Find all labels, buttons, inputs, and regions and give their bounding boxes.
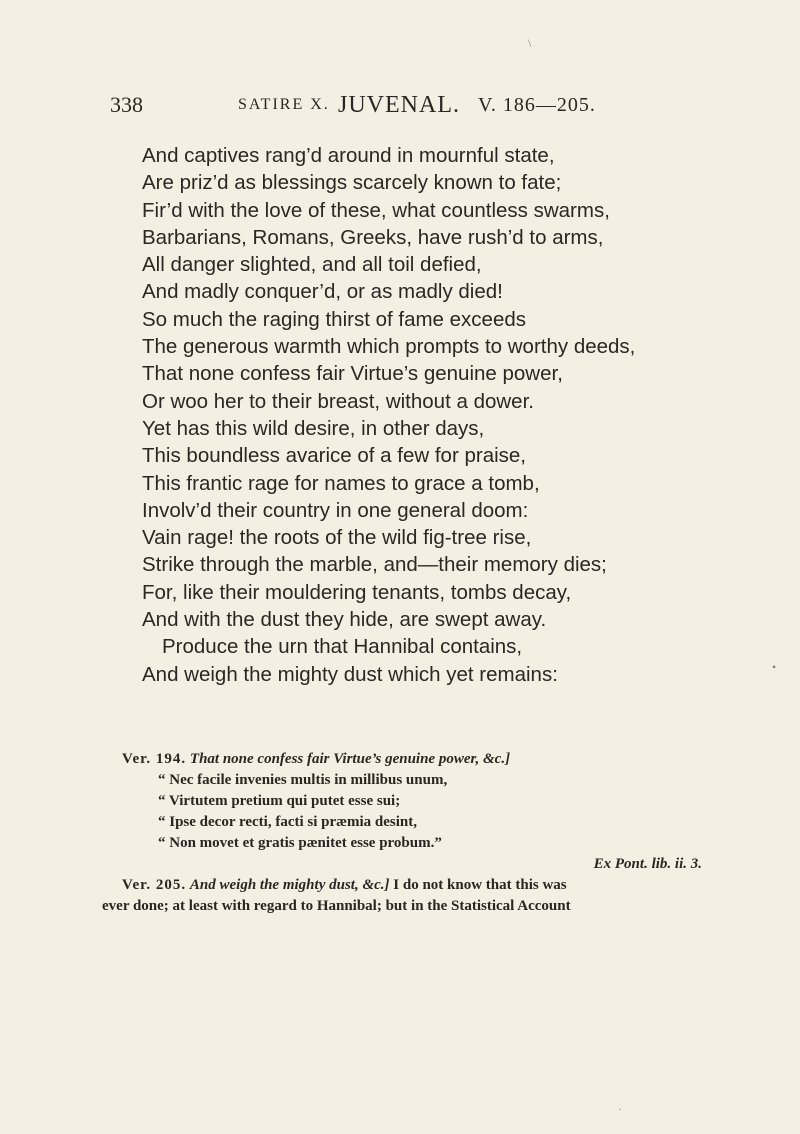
quote-line: “ Ipse decor recti, facti si præmia desint, [158,814,417,830]
poem-line: Strike through the marble, and—their memory dies; [142,553,607,577]
poem-line: The generous warmth which prompts to worthy deeds, [142,335,636,359]
quote-line: “ Non movet et gratis pænitet esse probum.” [158,835,442,851]
note-label: Ver. 194. [122,751,187,767]
quote-line: “ Virtutem pretium qui putet esse sui; [158,793,401,809]
note-text: I do not know that this was [389,877,567,893]
running-header [110,92,710,122]
poem-line: And madly conquer’d, or as madly died! [142,280,503,304]
poem-line: This frantic rage for names to grace a tomb, [142,471,540,495]
footnotes [102,749,722,917]
poem-line: Yet has this wild desire, in other days, [142,416,485,440]
poem-line: This boundless avarice of a few for praise, [142,444,526,468]
poem-line: All danger slighted, and all toil defied, [142,253,482,277]
poem-line: Barbarians, Romans, Greeks, have rush’d to arms, [142,225,604,249]
note-label: Ver. 205. [122,877,187,893]
poem-line: Vain rage! the roots of the wild fig-tree rise, [142,526,532,550]
poem-text [142,142,742,688]
poem-line: For, like their mouldering tenants, tombs decay, [142,580,572,604]
poem-line: Fir’d with the love of these, what countless swarms, [142,198,610,222]
paper-speck: • [772,660,777,674]
poem-line: Are priz’d as blessings scarcely known to fate; [142,171,562,195]
note-194 [122,749,722,770]
poem-line: So much the raging thirst of fame exceeds [142,307,527,331]
poem-line: And with the dust they hide, are swept away. [142,608,547,632]
satire-label: SATIRE X. [238,96,330,113]
note-lemma: And weigh the mighty dust, &c.] [189,877,390,893]
verse-range: V. 186—205. [478,94,596,116]
poem-line: And weigh the mighty dust which yet remains: [142,662,558,686]
note-continuation: ever done; at least with regard to Hannibal; but in the Statistical Account [102,898,571,914]
poem-line: Or woo her to their breast, without a dower. [142,389,534,413]
note-205 [122,875,722,896]
page-number: 338 [110,92,143,117]
paper-speck: \ [528,36,532,50]
poem-line: And captives rang’d around in mournful state, [142,144,555,167]
poem-line: That none confess fair Virtue’s genuine power, [142,362,563,386]
poem-line: Involv’d their country in one general doom: [142,498,529,522]
author-name: JUVENAL. [338,92,460,118]
note-lemma: That none confess fair Virtue’s genuine power, &c.] [189,751,511,767]
quote-reference: Ex Pont. lib. ii. 3. [593,856,702,872]
paper-speck: · [618,1102,622,1116]
quote-line: “ Nec facile invenies multis in millibus unum, [158,772,448,788]
poem-line: Produce the urn that Hannibal contains, [162,635,523,659]
